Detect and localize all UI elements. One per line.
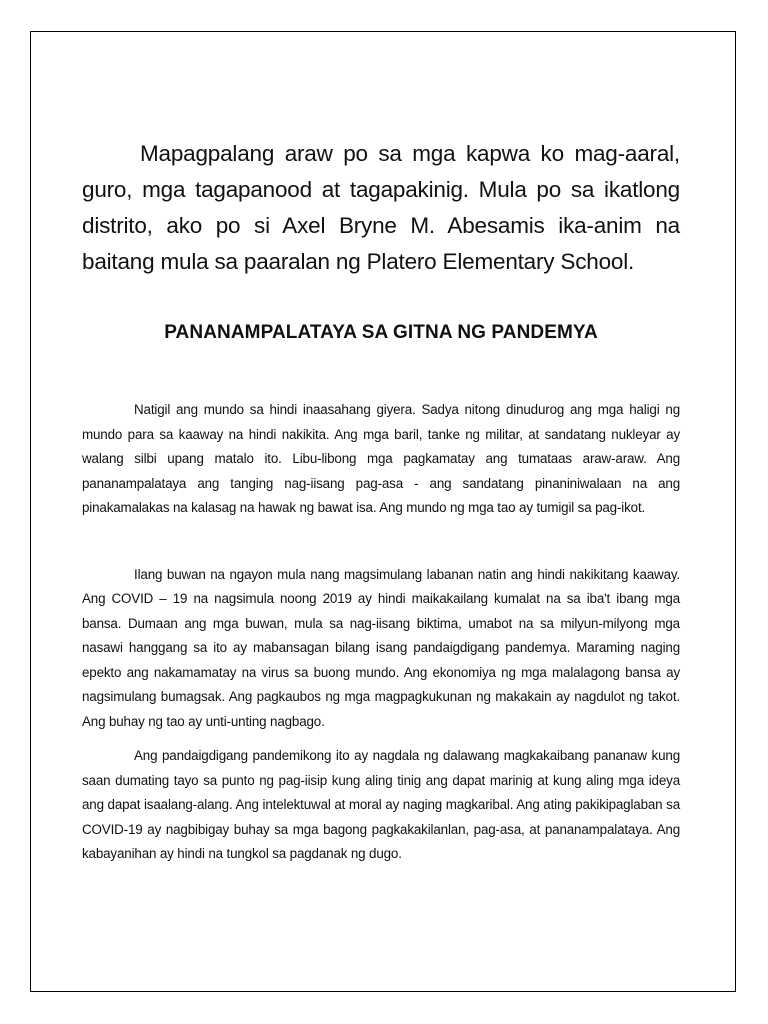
body-paragraph-2: Ilang buwan na ngayon mula nang magsimulang labanan natin ang hindi nakikitang kaaway. Ang COVID – 19 na nagsimula noong 2019 ay hindi maikakailang kumalat na sa iba't ibang mga bansa. Dumaan ang mga buwan, mula sa nag-iisang biktima, umabot na sa milyun-milyong mga nasawi hanggang sa ito ay mabansagan bilang isang pandaigdigang pandemya. Maraming naging epekto ang nakamamatay na virus sa buong mundo. Ang ekonomiya ng mga malalagong bansa ay nagsimulang bumagsak. Ang pagkaubos ng mga magpagkukunan ng makakain ay nagdulot ng takot. Ang buhay ng tao ay unti-unting nagbago. (82, 566, 680, 729)
document-title: PANANAMPALATAYA SA GITNA NG PANDEMYA (164, 322, 598, 343)
document-content (82, 136, 680, 867)
body-paragraph-3: Ang pandaigdigang pandemikong ito ay nagdala ng dalawang magkakaibang pananaw kung saan dumating tayo sa punto ng pag-iisip kung aling tinig ang dapat marinig at kung aling mga ideya ang dapat isaalang-alang. Ang intelektuwal at moral ay naging magkaribal. Ang ating pakikipaglaban sa COVID-19 ay nagbibigay buhay sa mga bagong pagkakakilanlan, pag-asa, at pananampalataya. Ang kabayanihan ay hindi na tungkol sa pagdanak ng dugo. (82, 748, 680, 861)
body-paragraph-1: Natigil ang mundo sa hindi inaasahang giyera. Sadya nitong dinudurog ang mga haligi ng mundo para sa kaaway na hindi nakikita. Ang mga baril, tanke ng militar, at sandatang nukleyar ay walang silbi upang matalo ito. Libu-libong mga pagkamatay ang tumataas araw-araw. Ang pananampalataya ang tanging nag-iisang pag-asa - ang sandatang pinaniniwalaan na ang pinakamalakas na kalasag na hawak ng bawat isa. Ang mundo ng mga tao ay tumigil sa pag-ikot. (82, 402, 680, 515)
intro-paragraph: Mapagpalang araw po sa mga kapwa ko mag-aaral, guro, mga tagapanood at tagapakinig. Mula po sa ikatlong distrito, ako po si Axel Bryne M. Abesamis ika-anim na baitang mula sa paaralan ng Platero Elementary School. (82, 141, 680, 274)
document-page (30, 31, 736, 992)
